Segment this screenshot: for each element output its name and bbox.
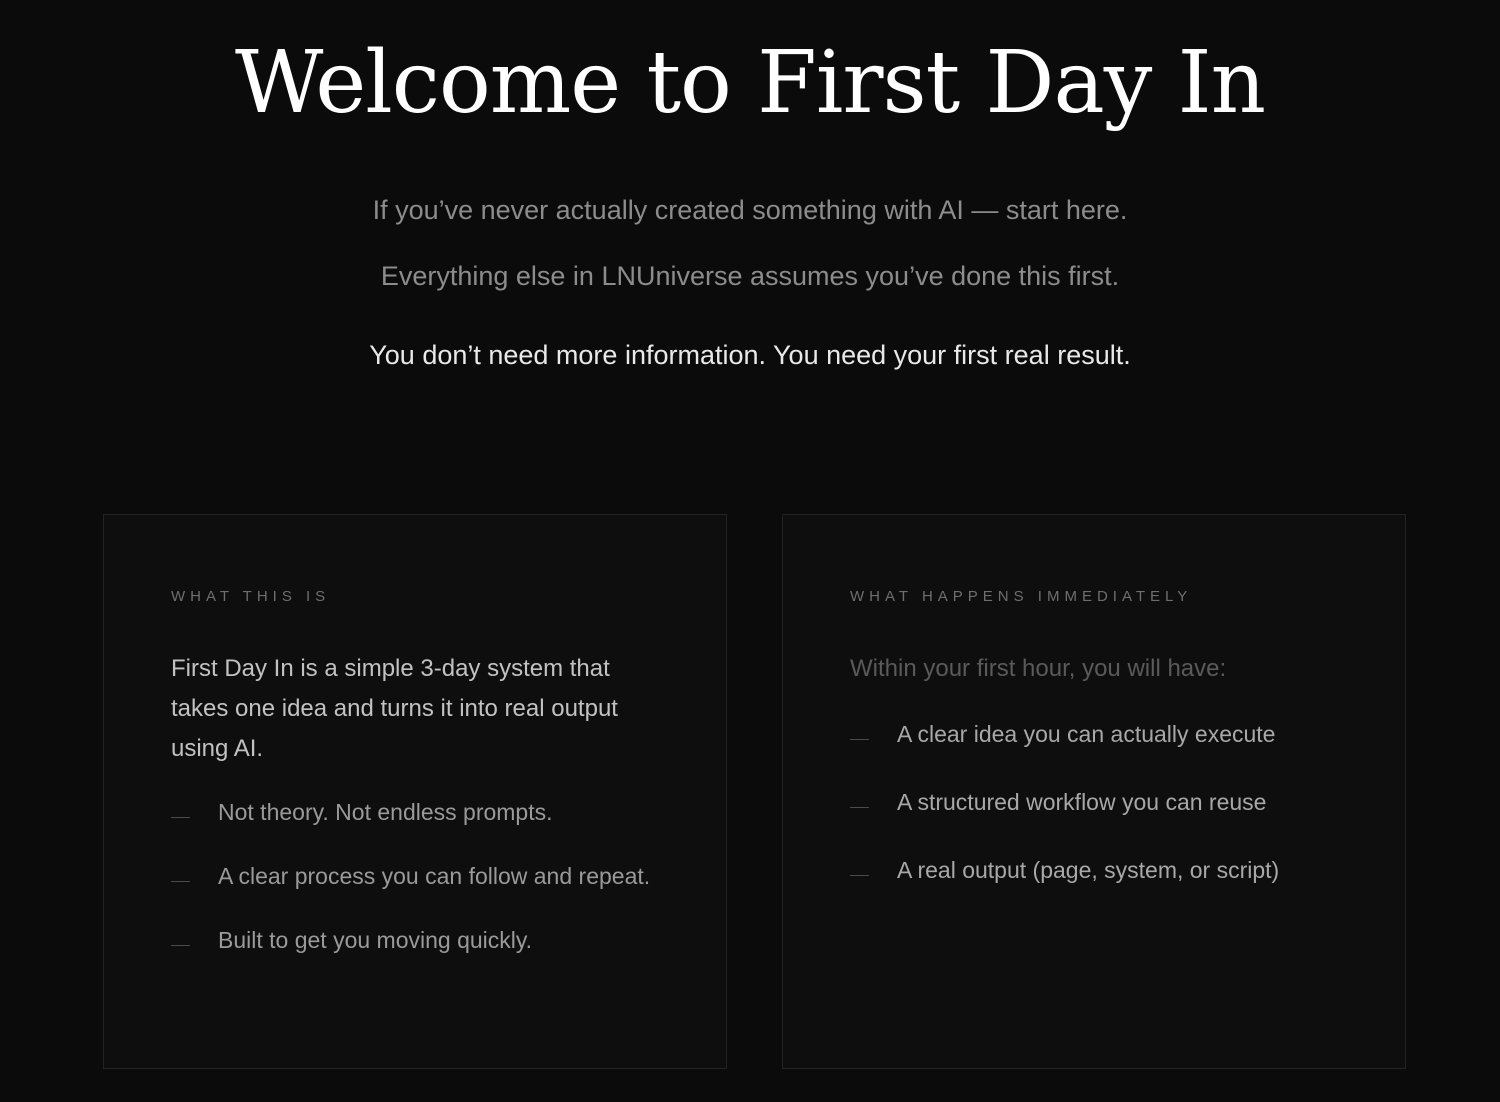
list-item (171, 793, 671, 831)
list-item-text: A structured workflow you can reuse (897, 789, 1267, 815)
list-item (850, 783, 1370, 821)
dash-icon (171, 817, 190, 818)
dash-icon (850, 739, 869, 740)
list-item (171, 857, 671, 895)
list-item (850, 851, 1370, 889)
hero-emphasis: You don’t need more information. You need your first real result. (369, 340, 1131, 370)
card-label: WHAT THIS IS (171, 588, 331, 605)
dash-icon (171, 945, 190, 946)
what-happens-immediately-card (782, 514, 1406, 1069)
card-label: WHAT HAPPENS IMMEDIATELY (850, 588, 1193, 605)
bullet-list (850, 715, 1370, 919)
list-item-text: A clear idea you can actually execute (897, 721, 1276, 747)
list-item (171, 921, 671, 959)
list-item-text: Not theory. Not endless prompts. (218, 799, 553, 825)
list-item-text: Built to get you moving quickly. (218, 927, 533, 953)
what-this-is-card (103, 514, 727, 1069)
bullet-list (171, 793, 671, 985)
dash-icon (850, 807, 869, 808)
dash-icon (850, 875, 869, 876)
list-item (850, 715, 1370, 753)
hero-subtitle: If you’ve never actually created something with AI — start here. (372, 195, 1128, 225)
dash-icon (171, 881, 190, 882)
card-body: First Day In is a simple 3-day system that takes one idea and turns it into real output using AI. (171, 655, 618, 762)
list-item-text: A clear process you can follow and repeat. (218, 863, 651, 889)
list-item-text: A real output (page, system, or script) (897, 857, 1280, 883)
hero-subtitle-secondary: Everything else in LNUniverse assumes you’ve done this first. (380, 261, 1120, 291)
page-title: Welcome to First Day In (235, 33, 1265, 133)
card-body: Within your first hour, you will have: (850, 655, 1227, 682)
